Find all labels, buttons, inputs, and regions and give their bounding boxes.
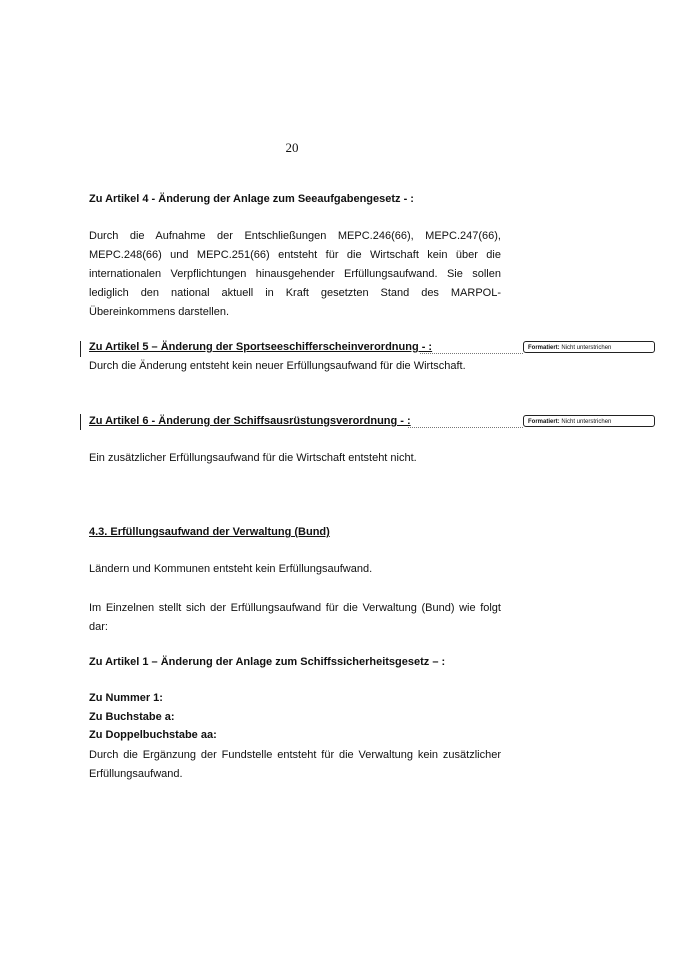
comment-text: Nicht unterstrichen: [561, 345, 612, 351]
article-5-paragraph: Durch die Änderung entsteht kein neuer Erfüllungsaufwand für die Wirtschaft.: [89, 360, 466, 372]
change-bar: [80, 341, 81, 357]
article-5-heading: Zu Artikel 5 – Änderung der Sportseeschifferscheinverordnung - :: [89, 341, 433, 353]
nummer-1-heading: Zu Nummer 1:: [89, 692, 163, 704]
buchstabe-a-heading: Zu Buchstabe a:: [89, 711, 175, 723]
comment-balloon[interactable]: [523, 415, 655, 427]
section-4-3-paragraph-1: Ländern und Kommunen entsteht kein Erfüllungsaufwand.: [89, 563, 373, 575]
article-4-paragraph: Durch die Aufnahme der Entschließungen MEPC.246(66), MEPC.247(66), MEPC.248(66) und MEPC.251(66) entsteht für die Wirtschaft kein über die internationalen Verpflichtungen hinausgehender Erfüllungsaufwand. Sie sollen lediglich den national aktuell in Kraft gesetzten Stand des MARPOL-Übereinkommens darstellen.: [89, 230, 501, 318]
article-1-paragraph: Durch die Ergänzung der Fundstelle entsteht für die Verwaltung kein zusätzlicher Erfüllungsaufwand.: [89, 749, 501, 780]
article-6-paragraph: Ein zusätzlicher Erfüllungsaufwand für die Wirtschaft entsteht nicht.: [89, 452, 417, 464]
comment-label: Formatiert:: [528, 345, 560, 351]
comment-label: Formatiert:: [528, 419, 560, 425]
section-4-3-paragraph-2: Im Einzelnen stellt sich der Erfüllungsaufwand für die Verwaltung (Bund) wie folgt dar:: [89, 602, 501, 633]
article-4-heading: Zu Artikel 4 - Änderung der Anlage zum Seeaufgabengesetz - :: [89, 193, 414, 205]
comment-text: Nicht unterstrichen: [561, 419, 612, 425]
comment-balloon[interactable]: [523, 341, 655, 353]
article-1-heading: Zu Artikel 1 – Änderung der Anlage zum Schiffssicherheitsgesetz – :: [89, 656, 446, 668]
page-number: 20: [285, 140, 299, 155]
section-4-3-heading: 4.3. Erfüllungsaufwand der Verwaltung (Bund): [89, 526, 330, 538]
change-bar: [80, 414, 81, 430]
comment-connector: [408, 427, 523, 428]
comment-connector: [420, 353, 523, 354]
article-6-heading: Zu Artikel 6 - Änderung der Schiffsausrüstungsverordnung - :: [89, 415, 411, 427]
doppelbuchstabe-aa-heading: Zu Doppelbuchstabe aa:: [89, 729, 217, 741]
